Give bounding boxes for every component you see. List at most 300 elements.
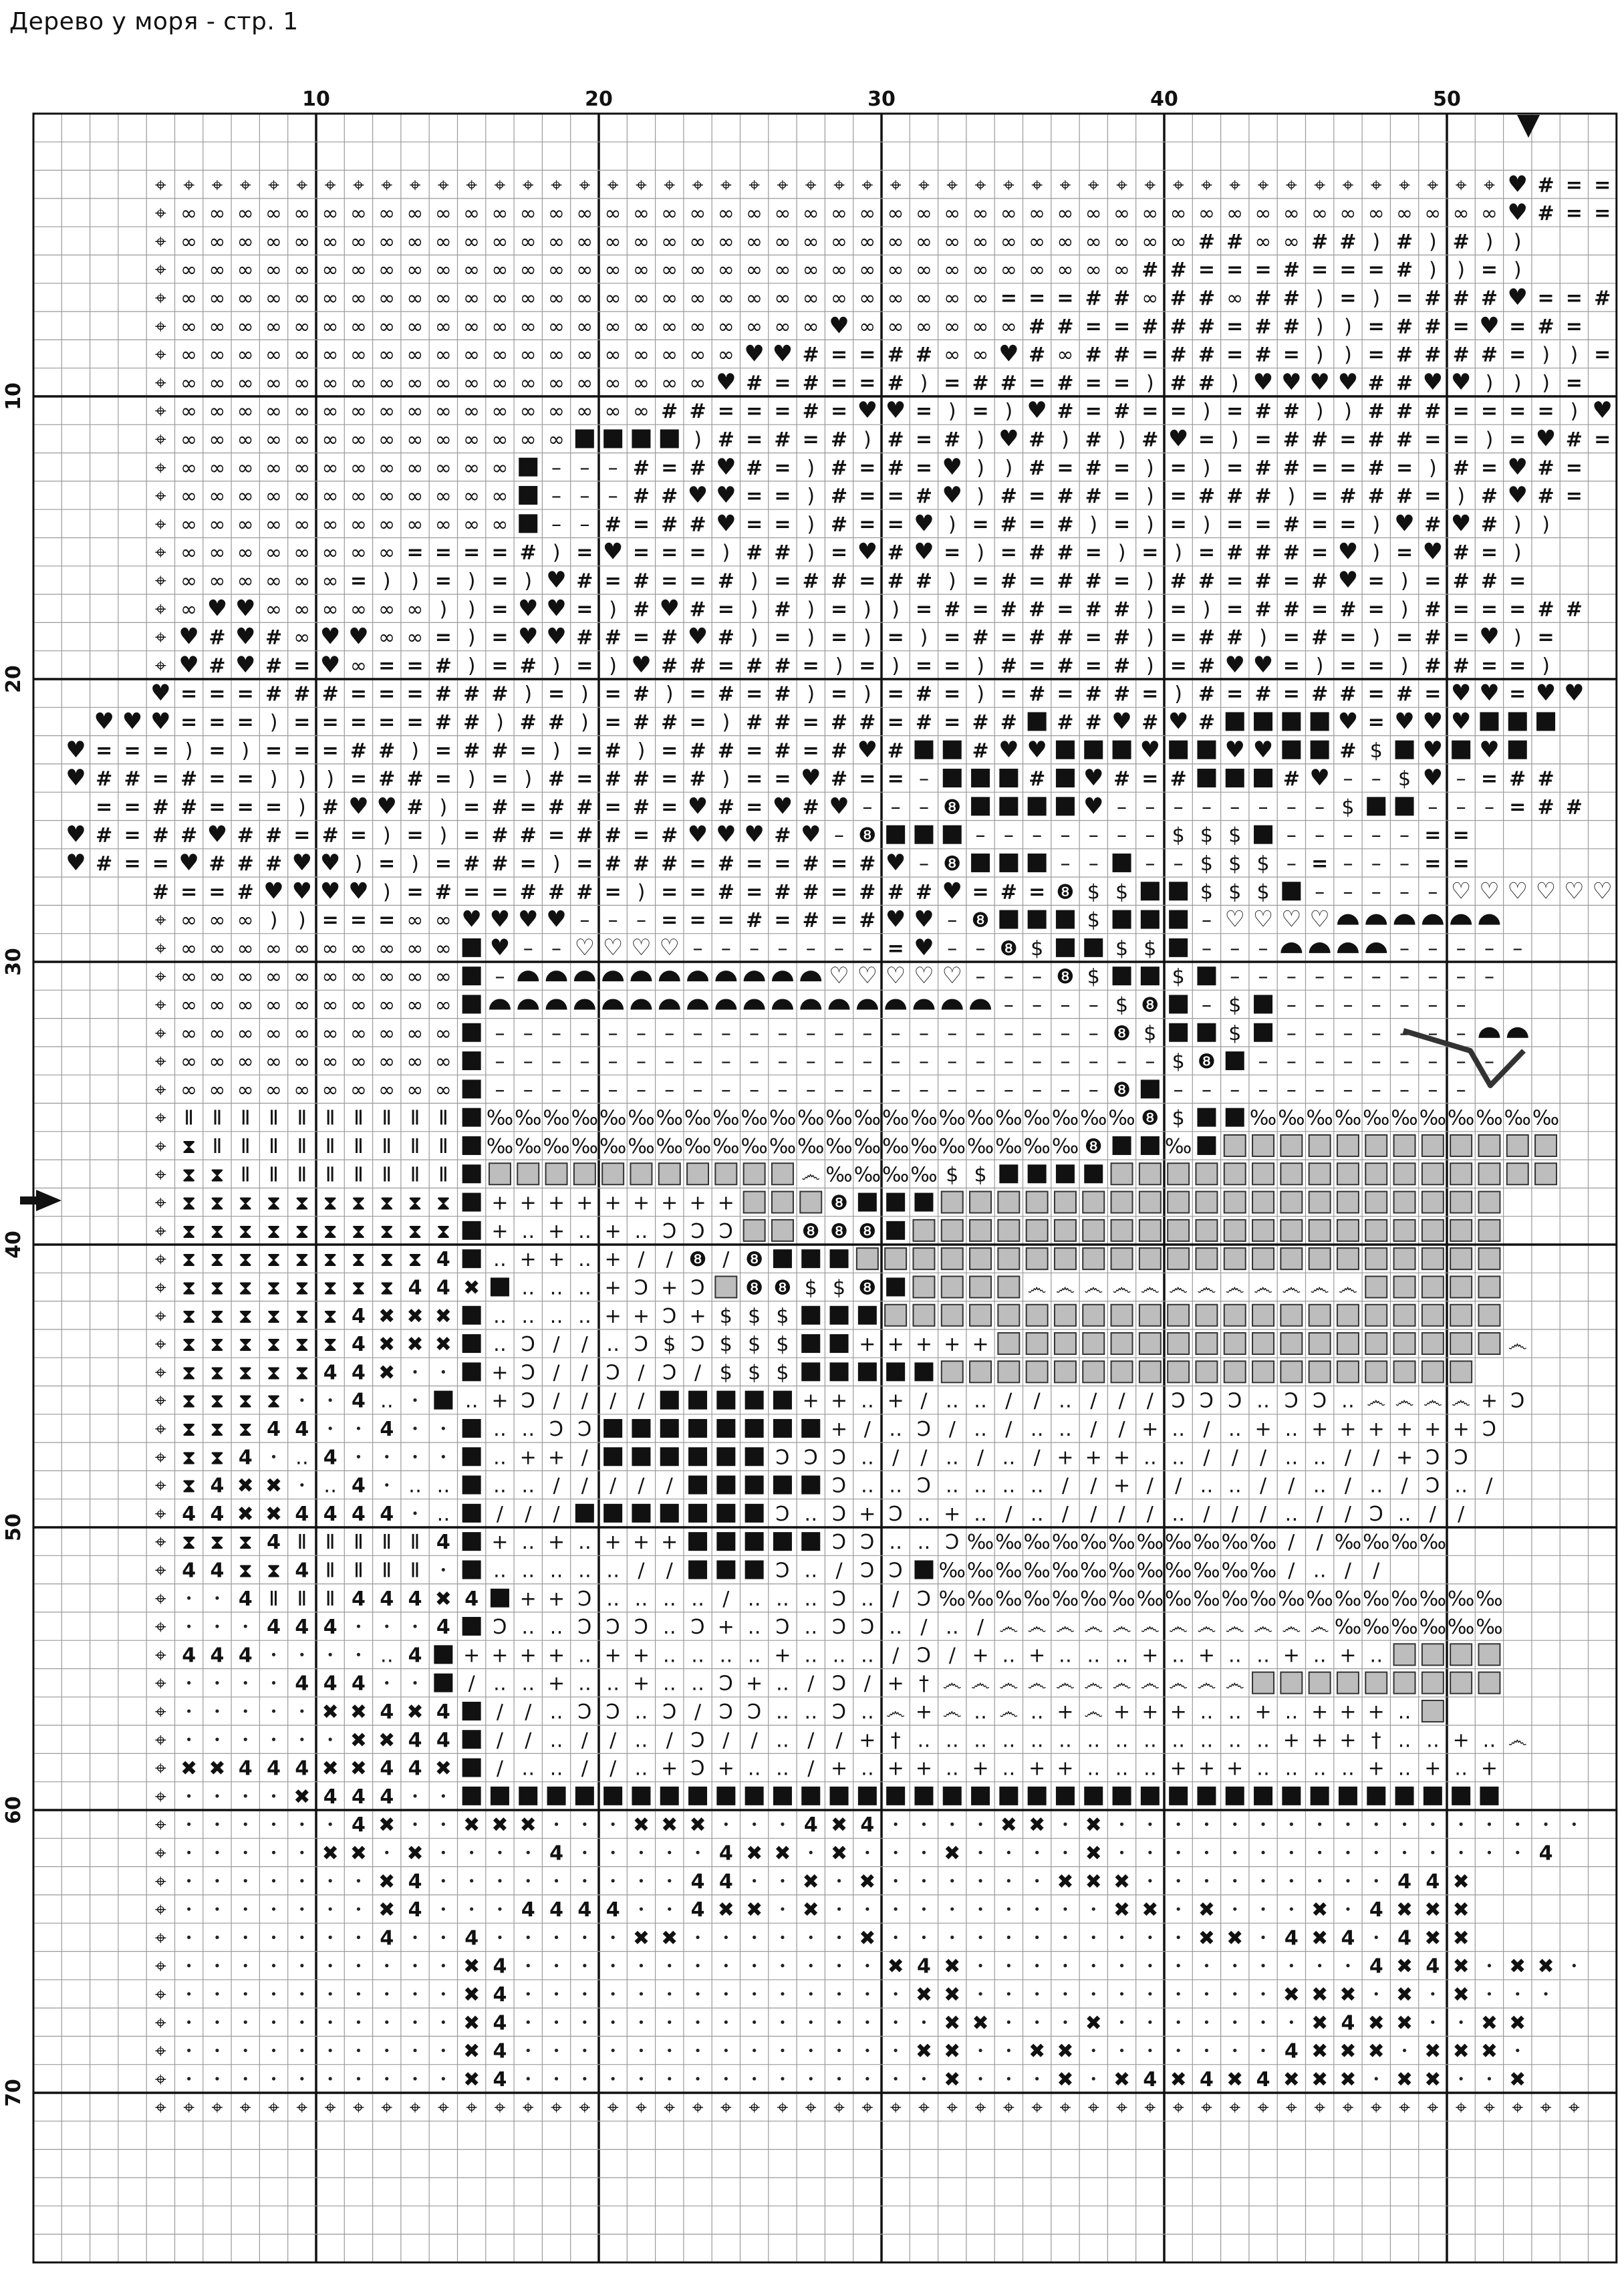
- stitch-heavy-x: ✖: [944, 1983, 961, 2007]
- stitch-crosshair-plus: ⌖: [494, 173, 506, 197]
- stitch-dash: –: [495, 1021, 505, 1045]
- stitch-equals: =: [1537, 626, 1554, 650]
- stitch-half-disc: [1280, 942, 1302, 953]
- stitch-hatched-square: [1027, 1361, 1048, 1382]
- stitch-infinity: ∞: [180, 1021, 198, 1045]
- stitch-hatched-square: [1507, 1135, 1528, 1156]
- stitch-equals: =: [1395, 286, 1413, 310]
- stitch-dash: –: [890, 1078, 901, 1102]
- stitch-percent: ‰: [1448, 1616, 1475, 1640]
- stitch-hatched-square: [1252, 1672, 1274, 1694]
- stitch-heavy-x: ✖: [944, 2039, 961, 2063]
- stitch-pill: ∕: [920, 1389, 928, 1413]
- stitch-four: 4: [380, 1502, 394, 1526]
- stitch-filled-square: [1084, 1787, 1103, 1805]
- stitch-hourglass: ⧗: [408, 1248, 422, 1272]
- stitch-paren: ): [1344, 400, 1352, 424]
- stitch-hash: #: [1594, 286, 1611, 310]
- stitch-dash: –: [777, 1021, 788, 1045]
- stitch-filled-square: [971, 854, 990, 872]
- stitch-dot: [187, 2049, 190, 2052]
- stitch-dot: [668, 2049, 671, 2052]
- stitch-crosshair-plus: ⌖: [154, 1700, 166, 1724]
- stitch-hatched-square: [1422, 1276, 1444, 1297]
- stitch-filled-heart: ♥: [1394, 708, 1415, 735]
- stitch-double-dot: ‥: [1313, 1757, 1327, 1781]
- stitch-percent: ‰: [1334, 1587, 1362, 1611]
- stitch-plus: +: [547, 1446, 565, 1470]
- stitch-filled-square: [575, 1504, 594, 1523]
- stitch-paren: ): [1400, 598, 1409, 622]
- stitch-plus: +: [519, 1644, 537, 1668]
- stitch-hatched-square: [1365, 1163, 1387, 1184]
- stitch-equals: =: [661, 739, 678, 763]
- stitch-dot: [329, 2077, 332, 2080]
- stitch-filled-heart: ♥: [1507, 283, 1528, 311]
- stitch-percent: ‰: [1051, 1587, 1079, 1611]
- stitch-hatched-square: [772, 1163, 793, 1184]
- stitch-pill: ∕: [638, 1361, 645, 1385]
- stitch-double-dot: ‥: [945, 1757, 959, 1781]
- stitch-equals: =: [1000, 541, 1017, 565]
- stitch-filled-square: [1056, 1787, 1075, 1805]
- stitch-equals: =: [1000, 286, 1017, 310]
- stitch-half-disc: [772, 971, 793, 981]
- stitch-crosshair-plus: ⌖: [154, 654, 166, 678]
- stitch-filled-square: [1169, 995, 1188, 1013]
- stitch-filled-heart: ♥: [801, 821, 821, 848]
- stitch-equals: =: [774, 371, 791, 395]
- stitch-half-disc: [1422, 914, 1444, 925]
- stitch-dash: –: [1456, 795, 1466, 819]
- stitch-dot: [442, 1851, 445, 1854]
- stitch-equals: =: [632, 513, 650, 537]
- stitch-equals: =: [1170, 400, 1187, 424]
- stitch-filled-square: [1113, 1787, 1131, 1805]
- stitch-filled-square: [745, 1560, 764, 1579]
- stitch-dash: –: [1456, 1078, 1466, 1102]
- stitch-crosshair-plus: ⌖: [1257, 173, 1269, 197]
- stitch-dash: –: [947, 908, 958, 932]
- stitch-filled-square: [830, 1306, 849, 1325]
- stitch-dash: –: [1173, 795, 1184, 819]
- stitch-crosshair-plus: ⌖: [1512, 2096, 1524, 2120]
- stitch-hash: #: [124, 767, 141, 791]
- stitch-hash: #: [604, 767, 622, 791]
- stitch-equals: =: [491, 654, 509, 678]
- stitch-equals: =: [1113, 569, 1131, 593]
- stitch-hash: #: [1254, 682, 1272, 707]
- stitch-percent: ‰: [825, 1106, 853, 1130]
- stitch-dot: [1205, 1879, 1208, 1882]
- stitch-percent: ‰: [882, 1163, 910, 1187]
- stitch-filled-square: [1056, 769, 1075, 787]
- stitch-hash: #: [915, 343, 933, 367]
- stitch-dash: –: [1315, 880, 1325, 904]
- stitch-equals: =: [1057, 598, 1074, 622]
- stitch-equals: =: [830, 852, 848, 876]
- stitch-double-dot: ‥: [1284, 1446, 1299, 1470]
- stitch-paren: ): [807, 682, 815, 707]
- stitch-infinity: ∞: [576, 315, 593, 339]
- stitch-infinity: ∞: [209, 428, 226, 452]
- stitch-equals: =: [152, 852, 169, 876]
- stitch-infinity: ∞: [1029, 258, 1046, 282]
- stitch-dash: –: [1145, 823, 1156, 848]
- stitch-c-circle: Ɔ: [690, 1616, 705, 1640]
- stitch-dot: [724, 1992, 728, 1995]
- stitch-infinity: ∞: [209, 569, 226, 593]
- stitch-hash: #: [915, 682, 933, 707]
- stitch-plus: +: [1226, 1757, 1244, 1781]
- stitch-dot: [187, 1823, 190, 1826]
- x-tick-label: 40: [1150, 88, 1178, 111]
- stitch-dash: –: [1060, 1021, 1071, 1045]
- stitch-equals: =: [689, 880, 706, 904]
- stitch-infinity: ∞: [548, 315, 565, 339]
- stitch-paren: ): [439, 823, 448, 848]
- stitch-dot: [668, 1851, 671, 1854]
- stitch-crosshair-plus: ⌖: [1144, 173, 1156, 197]
- top-center-arrow-icon: [1517, 115, 1540, 138]
- stitch-four: 4: [380, 1926, 394, 1950]
- stitch-filled-heart: ♥: [1168, 425, 1189, 453]
- stitch-paren: ): [807, 456, 815, 480]
- stitch-filled-square: [632, 1787, 650, 1805]
- stitch-dot: [1346, 1851, 1349, 1854]
- stitch-crosshair-plus: ⌖: [466, 2096, 478, 2120]
- stitch-crosshair-plus: ⌖: [154, 1898, 166, 1922]
- stitch-dot: [753, 1879, 756, 1882]
- stitch-hatched-square: [687, 1163, 708, 1184]
- stitch-equals: =: [774, 485, 791, 509]
- stitch-c-circle: Ɔ: [803, 1446, 818, 1470]
- stitch-pill: ∕: [1005, 1502, 1012, 1526]
- stitch-four: 4: [408, 1757, 422, 1781]
- stitch-hash: #: [1480, 485, 1498, 509]
- stitch-infinity: ∞: [463, 230, 481, 254]
- stitch-dash: –: [1456, 1050, 1466, 1074]
- stitch-four: 4: [436, 1729, 450, 1753]
- stitch-filled-square: [688, 1419, 707, 1438]
- stitch-equals: =: [350, 569, 368, 593]
- stitch-hash: #: [1339, 598, 1357, 622]
- x-tick-label: 20: [585, 88, 613, 111]
- stitch-droplet: ෴: [1282, 1276, 1301, 1300]
- stitch-infinity: ∞: [265, 371, 283, 395]
- stitch-hash: #: [1254, 541, 1272, 565]
- stitch-crosshair-plus: ⌖: [154, 626, 166, 650]
- stitch-equals: =: [96, 795, 113, 819]
- stitch-dash: –: [1032, 1021, 1043, 1045]
- stitch-equals: =: [406, 654, 424, 678]
- stitch-paren: ): [807, 598, 815, 622]
- stitch-equals: =: [830, 880, 848, 904]
- stitch-hash: #: [802, 400, 819, 424]
- stitch-c-circle: Ɔ: [832, 1700, 847, 1724]
- stitch-heavy-x: ✖: [434, 1333, 452, 1357]
- stitch-hash: #: [717, 880, 734, 904]
- stitch-dot: [413, 1426, 416, 1430]
- stitch-pillar: Ⅱ: [354, 1559, 364, 1583]
- stitch-equals: =: [1509, 569, 1526, 593]
- stitch-crosshair-plus: ⌖: [805, 173, 817, 197]
- stitch-dash: –: [692, 936, 703, 961]
- stitch-double-dot: ‥: [493, 1474, 507, 1498]
- stitch-filled-heart: ♥: [716, 368, 736, 396]
- stitch-dot: [1290, 1851, 1293, 1854]
- stitch-paren: ): [1457, 258, 1466, 282]
- stitch-double-dot: ‥: [549, 1700, 563, 1724]
- stitch-dash: –: [1343, 1078, 1353, 1102]
- stitch-filled-heart: ♥: [1139, 736, 1161, 763]
- stitch-dot: [272, 2077, 275, 2080]
- stitch-filled-heart: ♥: [716, 453, 736, 481]
- stitch-c-circle: Ɔ: [521, 1389, 535, 1413]
- stitch-crosshair-plus: ⌖: [664, 173, 676, 197]
- stitch-infinity: ∞: [293, 456, 311, 480]
- stitch-dot: [696, 1936, 699, 1939]
- stitch-equals: =: [124, 823, 141, 848]
- stitch-filled-heart: ♥: [1422, 708, 1444, 735]
- stitch-dash: –: [777, 936, 788, 961]
- stitch-dot: [413, 1681, 416, 1684]
- stitch-filled-square: [519, 1787, 537, 1805]
- stitch-hourglass: ⧗: [380, 1276, 394, 1300]
- stitch-hatched-square: [1394, 1644, 1415, 1665]
- stitch-crosshair-plus: ⌖: [154, 1587, 166, 1611]
- stitch-hatched-square: [1394, 1135, 1415, 1156]
- stitch-infinity: ∞: [802, 202, 819, 226]
- stitch-dash: –: [1003, 993, 1014, 1017]
- stitch-heavy-x: ✖: [1424, 2067, 1442, 2091]
- stitch-heavy-x: ✖: [350, 1841, 368, 1866]
- stitch-four: 4: [549, 1841, 563, 1866]
- stitch-dot: [922, 2077, 926, 2080]
- stitch-percent: ‰: [1334, 1531, 1362, 1555]
- stitch-hash: #: [96, 823, 113, 848]
- stitch-heavy-x: ✖: [1057, 2039, 1074, 2063]
- stitch-dot: [640, 2021, 643, 2024]
- stitch-dot: [1120, 2021, 1123, 2024]
- stitch-equals: =: [944, 626, 961, 650]
- stitch-filled-square: [801, 1334, 820, 1353]
- stitch-equals: =: [746, 852, 763, 876]
- stitch-infinity: ∞: [406, 626, 424, 650]
- stitch-filled-heart: ♥: [1422, 538, 1444, 565]
- stitch-hatched-square: [1337, 1305, 1359, 1326]
- stitch-heavy-x: ✖: [406, 1304, 424, 1328]
- stitch-filled-square: [1480, 1787, 1498, 1805]
- stitch-infinity: ∞: [434, 428, 452, 452]
- stitch-dot: [1290, 1879, 1293, 1882]
- stitch-dot: [555, 1823, 558, 1826]
- stitch-hash: #: [972, 371, 989, 395]
- stitch-dot: [1035, 2021, 1039, 2024]
- stitch-dash: –: [1428, 795, 1438, 819]
- stitch-dot: [1261, 1907, 1264, 1910]
- stitch-infinity: ∞: [1000, 230, 1017, 254]
- stitch-paren: ): [1259, 626, 1267, 650]
- stitch-pillar: Ⅱ: [354, 1531, 364, 1555]
- stitch-dash: –: [749, 1050, 760, 1074]
- stitch-percent: ‰: [966, 1531, 994, 1555]
- stitch-filled-heart: ♥: [65, 849, 86, 876]
- stitch-hash: #: [1000, 569, 1017, 593]
- stitch-c-circle: Ɔ: [832, 1587, 847, 1611]
- stitch-pill: ∕: [948, 1417, 956, 1441]
- stitch-crosshair-plus: ⌖: [1172, 2096, 1184, 2120]
- stitch-percent: ‰: [853, 1163, 881, 1187]
- stitch-dot: [385, 1992, 388, 1995]
- stitch-plus: +: [604, 1248, 622, 1272]
- stitch-hatched-square: [744, 1220, 765, 1241]
- stitch-dash: –: [1088, 823, 1099, 848]
- stitch-plus: +: [972, 1757, 989, 1781]
- stitch-hatched-square: [1083, 1192, 1104, 1213]
- stitch-percent: ‰: [769, 1106, 797, 1130]
- stitch-pill: ∕: [1175, 1474, 1182, 1498]
- stitch-hash: #: [463, 852, 481, 876]
- stitch-equals: =: [830, 908, 848, 932]
- stitch-c-circle: Ɔ: [916, 1474, 931, 1498]
- stitch-hatched-square: [1139, 1305, 1161, 1326]
- stitch-infinity: ∞: [237, 400, 254, 424]
- stitch-hash: #: [1452, 230, 1470, 254]
- stitch-hatched-square: [1365, 1361, 1387, 1382]
- stitch-infinity: ∞: [406, 965, 424, 989]
- stitch-pill: ∕: [1033, 1446, 1041, 1470]
- stitch-half-disc: [1507, 1027, 1528, 1038]
- stitch-hash: #: [237, 852, 254, 876]
- stitch-dash: –: [834, 823, 845, 848]
- stitch-infinity: ∞: [463, 202, 481, 226]
- stitch-filled-heart: ♥: [235, 651, 256, 678]
- stitch-infinity: ∞: [632, 315, 650, 339]
- stitch-paren: ): [637, 739, 646, 763]
- stitch-crosshair-plus: ⌖: [324, 173, 336, 197]
- stitch-hatched-square: [1280, 1672, 1302, 1694]
- stitch-pill: ∕: [666, 1474, 673, 1498]
- stitch-equals: =: [406, 823, 424, 848]
- stitch-double-dot: ‥: [1284, 1700, 1299, 1724]
- stitch-pill: ∕: [722, 1729, 730, 1753]
- stitch-dot: [527, 1936, 530, 1939]
- stitch-percent: ‰: [1249, 1587, 1277, 1611]
- stitch-circled-eight: ❽: [1113, 1021, 1131, 1045]
- stitch-hash: #: [1029, 767, 1046, 791]
- stitch-filled-square: [745, 1447, 764, 1466]
- stitch-dot: [555, 2021, 558, 2024]
- stitch-filled-square: [519, 514, 537, 533]
- stitch-double-dot: ‥: [549, 1559, 563, 1583]
- stitch-dot: [1488, 2077, 1491, 2080]
- stitch-dot: [329, 1426, 332, 1430]
- stitch-dot: [865, 2049, 869, 2052]
- stitch-equals: =: [1311, 513, 1329, 537]
- stitch-filled-square: [886, 1277, 905, 1296]
- stitch-dollar: $: [1087, 908, 1100, 932]
- stitch-plus: +: [830, 1389, 848, 1413]
- stitch-infinity: ∞: [972, 202, 989, 226]
- stitch-crosshair-plus: ⌖: [918, 2096, 930, 2120]
- stitch-hatched-square: [1055, 1305, 1076, 1326]
- stitch-hash: #: [632, 485, 650, 509]
- stitch-hatched-square: [1111, 1333, 1133, 1354]
- stitch-hash: #: [915, 711, 933, 735]
- stitch-hatched-square: [885, 1248, 906, 1269]
- stitch-paren: ): [1570, 400, 1579, 424]
- stitch-dot: [1205, 2049, 1208, 2052]
- stitch-hatched-square: [772, 1220, 793, 1241]
- stitch-hatched-square: [1055, 1333, 1076, 1354]
- stitch-dot: [187, 1851, 190, 1854]
- stitch-dash: –: [947, 1021, 958, 1045]
- stitch-pill: ∕: [525, 1729, 532, 1753]
- stitch-filled-heart: ♥: [489, 906, 511, 933]
- stitch-hash: #: [1113, 654, 1131, 678]
- stitch-plus: +: [1367, 1700, 1385, 1724]
- stitch-infinity: ∞: [237, 1078, 254, 1102]
- stitch-filled-square: [660, 1419, 679, 1438]
- stitch-infinity: ∞: [944, 343, 961, 367]
- stitch-plus: +: [859, 1502, 876, 1526]
- stitch-dash: –: [1230, 1078, 1240, 1102]
- stitch-dash: –: [1201, 936, 1212, 961]
- stitch-c-circle: Ɔ: [718, 1672, 733, 1696]
- stitch-equals: =: [1311, 485, 1329, 509]
- stitch-dot: [329, 1964, 332, 1967]
- stitch-infinity: ∞: [180, 230, 198, 254]
- stitch-hatched-square: [1083, 1333, 1104, 1354]
- stitch-hourglass: ⧗: [210, 1276, 225, 1300]
- stitch-equals: =: [1029, 485, 1046, 509]
- stitch-hatched-square: [1450, 1220, 1472, 1241]
- stitch-infinity: ∞: [1282, 202, 1300, 226]
- stitch-pillar: Ⅱ: [212, 1106, 223, 1130]
- stitch-equals: =: [180, 880, 198, 904]
- stitch-dot: [1205, 1964, 1208, 1967]
- stitch-infinity: ∞: [209, 456, 226, 480]
- stitch-filled-heart: ♥: [1450, 708, 1472, 735]
- stitch-hourglass: ⧗: [210, 1333, 225, 1357]
- stitch-percent: ‰: [1221, 1587, 1248, 1611]
- stitch-hash: #: [209, 654, 226, 678]
- stitch-heavy-x: ✖: [1452, 1954, 1470, 1979]
- stitch-infinity: ∞: [378, 371, 396, 395]
- stitch-paren: ): [1315, 315, 1324, 339]
- stitch-four: 4: [352, 1813, 366, 1837]
- stitch-cross-dagger: †: [890, 1729, 901, 1753]
- stitch-pill: ∕: [553, 1474, 560, 1498]
- stitch-infinity: ∞: [321, 485, 339, 509]
- stitch-dot: [1035, 1851, 1039, 1854]
- stitch-infinity: ∞: [265, 343, 283, 367]
- stitch-double-dot: ‥: [549, 1757, 563, 1781]
- stitch-pill: ∕: [666, 1248, 673, 1272]
- stitch-pill: ∕: [892, 1587, 900, 1611]
- stitch-pill: ∕: [525, 1700, 532, 1724]
- stitch-crosshair-plus: ⌖: [1172, 173, 1184, 197]
- stitch-dot: [357, 1624, 360, 1628]
- stitch-dot: [724, 1936, 728, 1939]
- stitch-hash: #: [152, 880, 169, 904]
- stitch-infinity: ∞: [209, 258, 226, 282]
- stitch-c-circle: Ɔ: [775, 1446, 790, 1470]
- stitch-infinity: ∞: [321, 1050, 339, 1074]
- stitch-infinity: ∞: [209, 513, 226, 537]
- stitch-infinity: ∞: [293, 343, 311, 367]
